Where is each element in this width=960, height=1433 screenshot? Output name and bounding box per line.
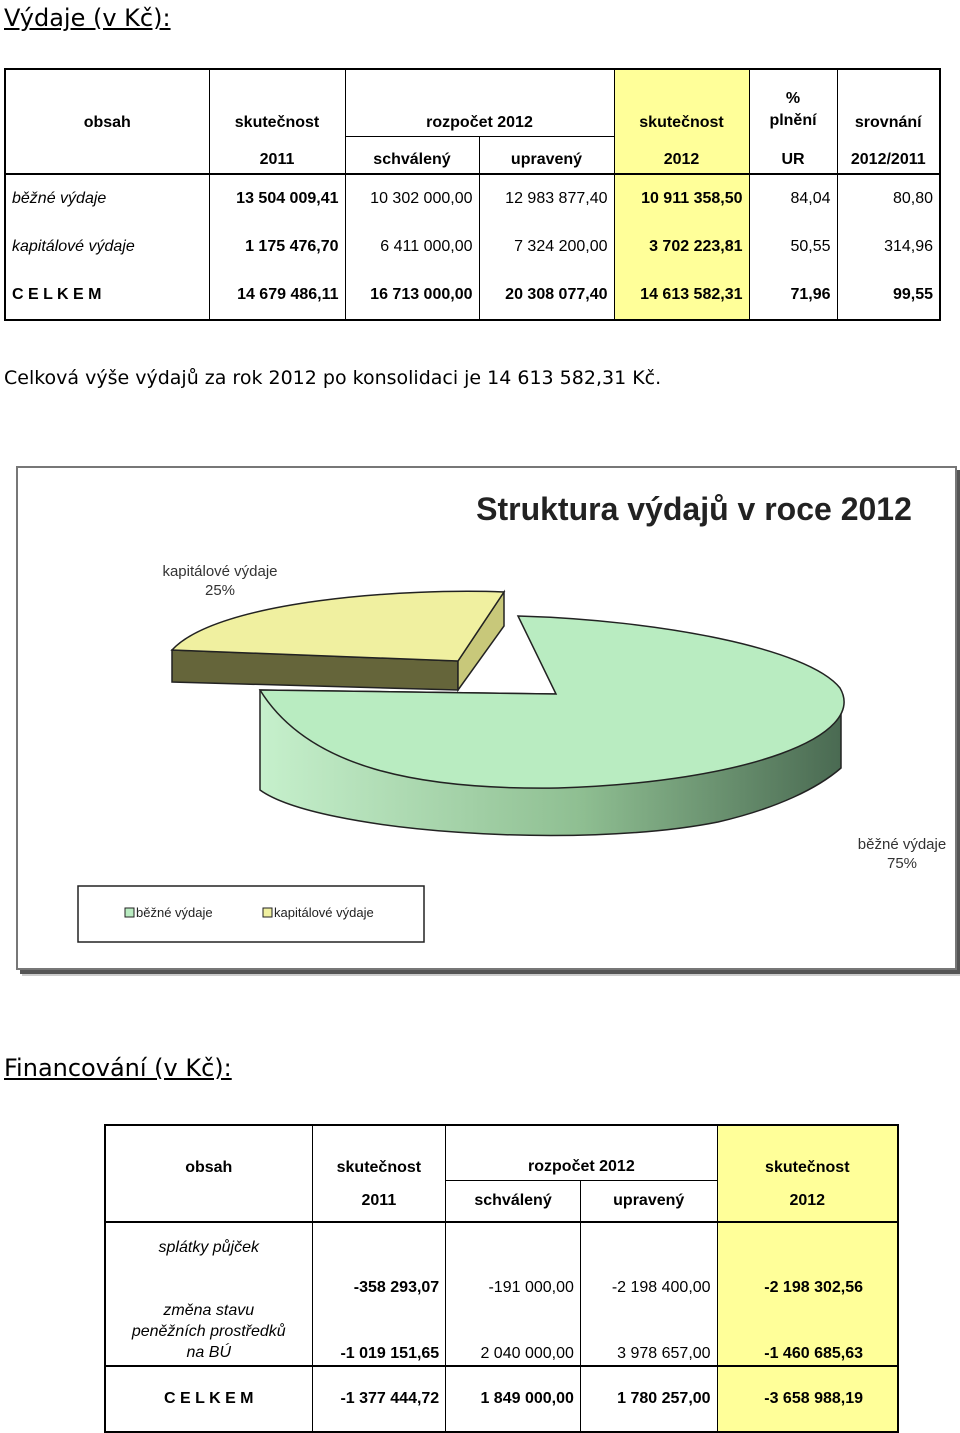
chart-title: Struktura výdajů v roce 2012 <box>476 491 912 527</box>
col-plneni-ur: UR <box>749 136 837 174</box>
cell-schvaleny: 1 849 000,00 <box>446 1366 581 1432</box>
cell-s2011: 1 175 476,70 <box>209 223 345 271</box>
cell-srovnani: 80,80 <box>837 174 940 223</box>
legend-swatch-bezne <box>125 908 134 917</box>
fin-col-skut2012: skutečnost <box>717 1125 898 1181</box>
cell-s2012: -2 198 302,56 <box>717 1222 898 1299</box>
cell-plneni: 50,55 <box>749 223 837 271</box>
col-skut2011-year: 2011 <box>209 136 345 174</box>
row-label: běžné výdaje <box>5 174 209 223</box>
financing-table <box>104 1124 899 1433</box>
cell-s2012: 14 613 582,31 <box>614 271 749 320</box>
cell-upraveny: -2 198 400,00 <box>580 1222 717 1299</box>
cell-upraveny: 12 983 877,40 <box>479 174 614 223</box>
cell-upraveny: 3 978 657,00 <box>580 1299 717 1366</box>
label-kapitalove-pct: 25% <box>204 582 236 599</box>
col-srovnani: srovnání <box>837 69 940 136</box>
col-plneni <box>749 69 837 136</box>
col-upraveny: upravený <box>479 136 614 174</box>
fin-col-upraveny: upravený <box>580 1181 717 1223</box>
cell-s2011: -358 293,07 <box>312 1222 446 1299</box>
legend-swatch-kapitalove <box>263 908 272 917</box>
cell-s2011: 14 679 486,11 <box>209 271 345 320</box>
table-row-total <box>105 1366 898 1432</box>
table-row-total <box>5 271 940 320</box>
cell-schvaleny: 16 713 000,00 <box>345 271 479 320</box>
col-plneni-pct: % <box>785 90 801 107</box>
cell-schvaleny: -191 000,00 <box>446 1222 581 1299</box>
cell-srovnani: 314,96 <box>837 223 940 271</box>
row-label-line1: změna stavu <box>163 1302 255 1319</box>
label-bezne-name: běžné výdaje <box>857 836 947 853</box>
row-label-line3: na BÚ <box>186 1344 231 1361</box>
expenses-table <box>4 68 941 321</box>
expenses-summary: Celková výše výdajů za rok 2012 po konsolidaci je 14 613 582,31 Kč. <box>4 367 662 389</box>
row-label <box>105 1299 312 1366</box>
cell-s2012: 10 911 358,50 <box>614 174 749 223</box>
cell-upraveny: 7 324 200,00 <box>479 223 614 271</box>
cell-s2012: 3 702 223,81 <box>614 223 749 271</box>
legend-kapitalove: kapitálové výdaje <box>274 905 374 920</box>
chart-legend <box>78 886 424 942</box>
row-label: C E L K E M <box>12 285 102 303</box>
slice-kapitalove <box>172 591 504 690</box>
label-bezne-pct: 75% <box>886 855 918 872</box>
cell-schvaleny: 6 411 000,00 <box>345 223 479 271</box>
col-rozpocet: rozpočet 2012 <box>345 69 614 136</box>
legend-bezne: běžné výdaje <box>136 905 213 920</box>
cell-s2011: -1 377 444,72 <box>312 1366 446 1432</box>
cell-srovnani: 99,55 <box>837 271 940 320</box>
cell-upraveny: 20 308 077,40 <box>479 271 614 320</box>
fin-col-skut2011-year: 2011 <box>312 1181 446 1223</box>
cell-s2012: -3 658 988,19 <box>717 1366 898 1432</box>
cell-schvaleny: 10 302 000,00 <box>345 174 479 223</box>
expenses-pie-chart <box>16 466 957 970</box>
table-row <box>105 1299 898 1366</box>
expenses-heading: Výdaje (v Kč): <box>4 4 171 32</box>
fin-col-schvaleny: schválený <box>446 1181 581 1223</box>
cell-plneni: 84,04 <box>749 174 837 223</box>
col-schvaleny: schválený <box>345 136 479 174</box>
fin-col-obsah: obsah <box>185 1158 233 1176</box>
row-label: kapitálové výdaje <box>12 237 135 255</box>
table-row <box>105 1222 898 1299</box>
col-skut2012-year: 2012 <box>614 136 749 174</box>
fin-col-skut2012-year: 2012 <box>717 1181 898 1223</box>
cell-s2012: -1 460 685,63 <box>717 1299 898 1366</box>
row-label: C E L K E M <box>105 1366 312 1432</box>
row-label: splátky půjček <box>105 1222 312 1299</box>
cell-s2011: 13 504 009,41 <box>209 174 345 223</box>
table-row <box>5 223 940 271</box>
table-row <box>5 174 940 223</box>
fin-col-skut2011: skutečnost <box>312 1125 446 1181</box>
row-label-line2: peněžních prostředků <box>131 1323 286 1340</box>
col-plneni-label: plnění <box>769 112 817 129</box>
cell-plneni: 71,96 <box>749 271 837 320</box>
col-skut2011: skutečnost <box>209 69 345 136</box>
financing-heading: Financování (v Kč): <box>4 1054 232 1082</box>
label-kapitalove-name: kapitálové výdaje <box>162 563 278 580</box>
cell-schvaleny: 2 040 000,00 <box>446 1299 581 1366</box>
cell-upraveny: 1 780 257,00 <box>580 1366 717 1432</box>
cell-s2011: -1 019 151,65 <box>312 1299 446 1366</box>
col-srovnani-years: 2012/2011 <box>837 136 940 174</box>
col-skut2012: skutečnost <box>614 69 749 136</box>
fin-col-rozpocet: rozpočet 2012 <box>446 1125 717 1181</box>
col-obsah: obsah <box>83 114 131 131</box>
